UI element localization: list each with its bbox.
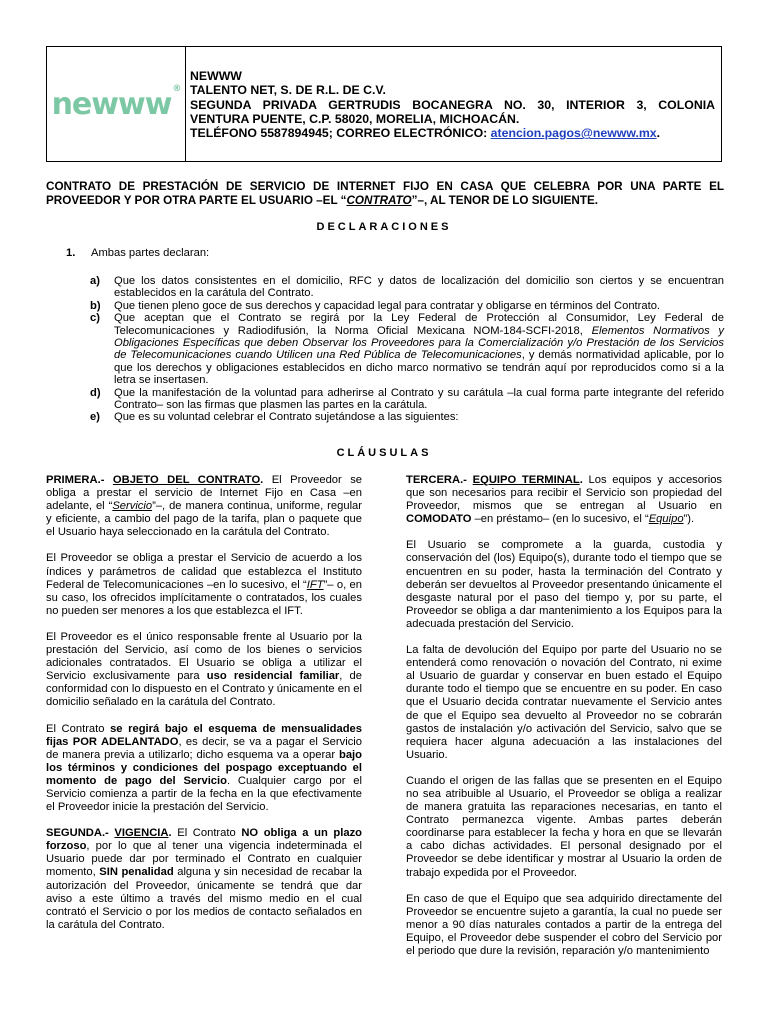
logo-cell: [47, 47, 186, 161]
tercera-p5: En caso de que el Equipo que sea adquirido directamente del Proveedor se encuentre sujeto a garantía, la cual no puede ser menor a 90 días naturales contados a partir de la entrega del Equipo, el Proveedor debe suspender el cobro del Servicio por el periodo que dure la revisión, reparación y/o mantenimiento: [406, 892, 722, 957]
primera-p4: El Contrato se regirá bajo el esquema de mensualidades fijas POR ADELANTADO, es decir, se va a pagar el Servicio de manera previa a utilizarlo; dicho esquema va a operar bajo los términos y condiciones del pospago exceptuando el momento de pago del Servicio. Cualquier cargo por el Servicio comienza a partir de la fecha en la que efectivamente el Proveedor inicie la prestación del Servicio.: [46, 722, 363, 814]
tercera-p4: Cuando el origen de las fallas que se presenten en el Equipo no sea atribuible al Usuario, el Proveedor se obliga a realizar de manera gratuita las reparaciones necesarias, en tanto el Contrato permanezca vigente. Ambas partes deberán coordinarse para establecer la fecha y hora en que se llevarán a cabo dichas actividades. El personal designado por el Proveedor se debe identificar y mostrar al Usuario la orden de trabajo expedida por el Proveedor.: [406, 774, 722, 879]
company-name: NEWWW: [190, 69, 242, 83]
list-item: c) Que aceptan que el Contrato se regirá por la Ley Federal de Protección al Consumidor, Ley Federal de Telecomunicaciones y Radiodifusión, la Norma Oficial Mexicana NOM-184-SCFI-2018, Elementos Normativos y Obligaciones Específicas que deben Observar los Proveedores para la Comercialización y/o Prestación de los Servicios de Telecomunicaciones cuando Utilicen una Red Pública de Telecomunicaciones, y demás normatividad aplicable, por lo que los derechos y obligaciones establecidos en dicho marco normativo se tendrán aquí por reproducidos como si a la letra se insertasen.: [90, 312, 724, 387]
company-logo: newww®: [51, 83, 181, 122]
company-info: [186, 47, 721, 161]
declaraciones-list: [90, 275, 724, 424]
left-column: [46, 474, 362, 945]
declaraciones-heading: DECLARACIONES: [316, 221, 452, 233]
company-header: [46, 46, 722, 162]
clausulas-heading: CLÁUSULAS: [336, 447, 432, 459]
tercera-p1: TERCERA.- EQUIPO TERMINAL. Los equipos y accesorios que son necesarios para recibir el Servicio son propiedad del Proveedor, mismos que se entregan al Usuario en COMODATO –en préstamo– (en lo sucesivo, el “Equipo”).: [406, 474, 723, 526]
tercera-p2: El Usuario se compromete a la guarda, custodia y conservación del (los) Equipo(s), durante todo el tiempo que se encuentren en su poder, hasta la terminación del Contrato y deberán ser devueltos al Proveedor presentando únicamente el desgaste natural por el paso del tiempo y, por su parte, el Proveedor se obliga a dar mantenimiento a los Equipos para la adecuada prestación del Servicio.: [406, 539, 722, 630]
list-item: d) Que la manifestación de la voluntad para adherirse al Contrato y su carátula –la cual forma parte integrante del referido Contrato– son las firmas que plasmen las partes en la carátula.: [90, 386, 724, 412]
primera-p2: El Proveedor se obliga a prestar el Servicio de acuerdo a los índices y parámetros de calidad que establezca el Instituto Federal de Telecomunicaciones –en lo sucesivo, el “IFT”– o, en su caso, los ofrecidos implícitamente o contratados, los cuales no pueden ser menores a los que establezca el IFT.: [46, 552, 362, 617]
list-item: e) Que es su voluntad celebrar el Contrato sujetándose a las siguientes:: [90, 411, 459, 424]
email-link[interactable]: atencion.pagos@newww.mx: [490, 126, 657, 141]
tercera-p3: La falta de devolución del Equipo por parte del Usuario no se entenderá como renovación o novación del Contrato, ni exime al Usuario de guardar y conservar en buen estado el Equipo durante todo el tiempo que se encuentre en su poder. En caso que el Usuario decida contratar nuevamente el Servicio antes de que el Equipo sea devuelto al Proveedor no se cobrarán gastos de instalación y/o activación del Servicio, salvo que se requiera hacer alguna adecuación a las instalaciones del Usuario.: [406, 644, 722, 761]
company-address-line2: VENTURA PUENTE, C.P. 58020, MORELIA, MICHOACÁN.: [190, 111, 520, 126]
primera-p3: El Proveedor es el único responsable frente al Usuario por la prestación del Servicio, así como de los bienes o servicios adicionales contratados. El Usuario se obliga a utilizar el Servicio exclusivamente para uso residencial familiar, de conformidad con lo dispuesto en el Contrato y únicamente en el domicilio señalado en la carátula del Contrato.: [46, 630, 362, 709]
primera-p1: PRIMERA.- OBJETO DEL CONTRATO. El Proveedor se obliga a prestar el servicio de Internet Fijo en Casa –en adelante, el “Servicio”–, de manera continua, uniforme, regular y eficiente, a cambio del pago de la tarifa, plan o paquete que el Usuario haya seleccionado en la carátula del Contrato.: [46, 474, 363, 539]
right-column: [406, 474, 722, 971]
segunda-p1: SEGUNDA.- VIGENCIA. El Contrato NO obliga a un plazo forzoso, por lo que al tener una vigencia indeterminada el Usuario puede dar por terminado el Contrato en cualquier momento, SIN penalidad alguna y sin necesidad de recabar la autorización del Proveedor, únicamente se tendrá que dar aviso a este último a través del mismo medio en el cual contrató el Servicio o por los medios de contacto señalados en la carátula del Contrato.: [46, 827, 363, 931]
company-address-line1: SEGUNDA PRIVADA GERTRUDIS BOCANEGRA NO. 30, INTERIOR 3, COLONIA: [190, 97, 715, 112]
list-item: b) Que tienen pleno goce de sus derechos y capacidad legal para contratar y obligarse en términos del Contrato.: [90, 299, 661, 312]
list-item: a) Que los datos consistentes en el domicilio, RFC y datos de localización del domicilio son ciertos y se encuentran establecidos en la carátula del Contrato.: [90, 275, 724, 300]
company-contact: TELÉFONO 5587894945; CORREO ELECTRÓNICO: atencion.pagos@newww.mx.: [190, 126, 661, 141]
contract-title: CONTRATO DE PRESTACIÓN DE SERVICIO DE INTERNET FIJO EN CASA QUE CELEBRA POR UNA PARTE EL PROVEEDOR Y POR OTRA PARTE EL USUARIO –EL “CONTRATO”–, AL TENOR DE LO SIGUIENTE.: [46, 180, 724, 207]
company-legal-name: TALENTO NET, S. DE R.L. DE C.V.: [190, 83, 386, 98]
declaraciones-intro: 1. Ambas partes declaran:: [66, 247, 210, 259]
